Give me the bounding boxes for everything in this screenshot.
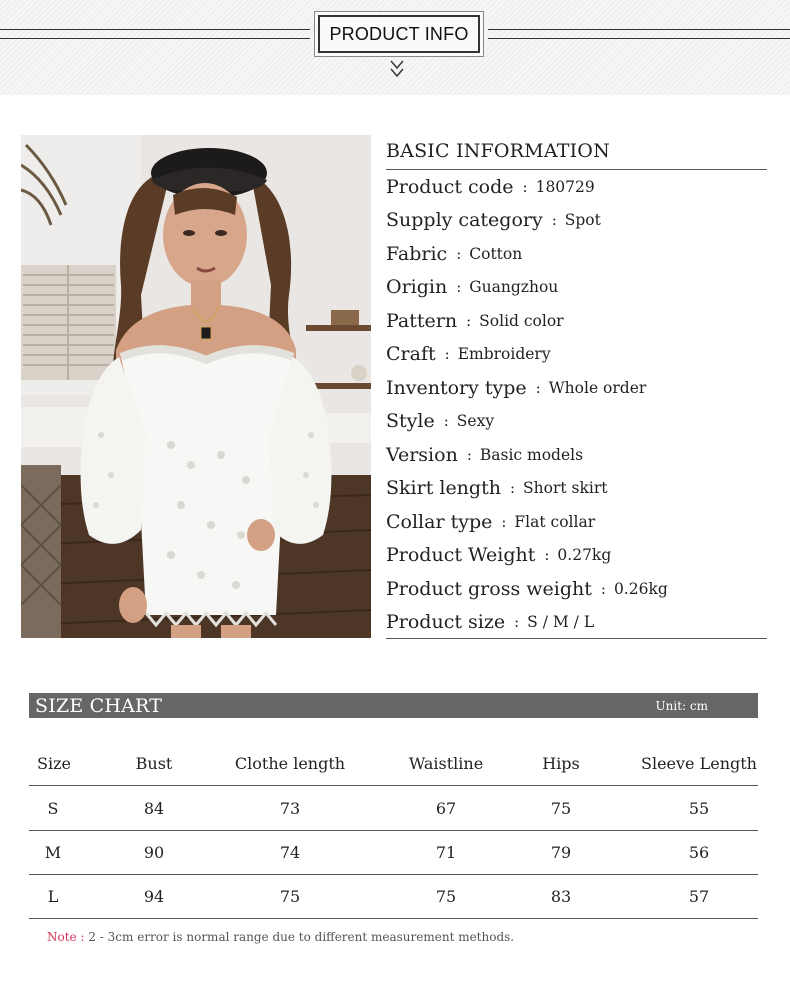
info-key: Product Weight bbox=[386, 544, 536, 567]
info-separator: : bbox=[456, 244, 462, 263]
info-row bbox=[386, 304, 767, 338]
info-value: Guangzhou bbox=[469, 278, 559, 297]
info-separator: : bbox=[514, 612, 520, 631]
info-separator: : bbox=[544, 546, 550, 565]
info-row bbox=[386, 472, 767, 506]
chevron-down-icon bbox=[388, 58, 406, 84]
info-key: Supply category bbox=[386, 209, 543, 232]
header-banner bbox=[0, 0, 790, 95]
info-row bbox=[386, 572, 767, 606]
info-row bbox=[386, 371, 767, 405]
size-chart-header bbox=[29, 693, 758, 718]
basic-info-list bbox=[386, 170, 767, 639]
info-separator: : bbox=[466, 311, 472, 330]
section-title: PRODUCT INFO bbox=[318, 15, 480, 53]
info-value: Embroidery bbox=[457, 345, 551, 364]
size-table-cell: 84 bbox=[143, 798, 165, 818]
size-table-row bbox=[29, 831, 758, 875]
info-separator: : bbox=[600, 579, 606, 598]
size-table-cell: 75 bbox=[279, 887, 301, 906]
info-separator: : bbox=[551, 211, 557, 230]
size-table-column-header: Sleeve Length bbox=[641, 754, 757, 773]
info-key: Pattern bbox=[386, 309, 458, 332]
banner-rule-right-bottom bbox=[488, 38, 790, 39]
basic-info-title: BASIC INFORMATION bbox=[386, 135, 767, 170]
basic-info-panel bbox=[386, 135, 767, 639]
size-table-column-header: Size bbox=[37, 754, 71, 773]
size-table-cell: 71 bbox=[435, 843, 457, 862]
measurement-note bbox=[47, 930, 514, 944]
info-separator: : bbox=[535, 378, 541, 397]
info-row bbox=[386, 204, 767, 238]
size-chart-unit: Unit: cm bbox=[655, 698, 708, 713]
size-table-cell: 56 bbox=[688, 843, 710, 862]
info-row bbox=[386, 405, 767, 439]
info-separator: : bbox=[443, 412, 449, 431]
info-row bbox=[386, 170, 767, 204]
info-value: S / M / L bbox=[527, 612, 595, 631]
size-table-column-header: Clothe length bbox=[234, 754, 346, 773]
info-row bbox=[386, 505, 767, 539]
size-table-column-header: Hips bbox=[542, 754, 580, 773]
info-row bbox=[386, 271, 767, 305]
info-value: 0.27kg bbox=[557, 546, 612, 565]
info-key: Skirt length bbox=[386, 477, 501, 500]
info-row bbox=[386, 237, 767, 271]
info-value: Whole order bbox=[548, 378, 647, 397]
size-chart-table bbox=[29, 742, 758, 919]
product-photo bbox=[21, 135, 371, 638]
size-table-cell: 55 bbox=[688, 798, 710, 818]
size-table-row bbox=[29, 875, 758, 919]
info-row bbox=[386, 606, 767, 640]
size-table-cell: 57 bbox=[688, 887, 710, 906]
banner-rule-left-bottom bbox=[0, 38, 310, 39]
size-table-cell: 83 bbox=[550, 887, 572, 906]
info-row bbox=[386, 338, 767, 372]
info-value: Short skirt bbox=[523, 479, 608, 498]
size-table-column-header: Waistline bbox=[408, 754, 484, 773]
info-key: Collar type bbox=[386, 510, 493, 533]
info-value: 180729 bbox=[535, 177, 595, 196]
info-value: Basic models bbox=[479, 445, 584, 464]
size-table-cell: 94 bbox=[143, 887, 165, 906]
size-table-cell: 75 bbox=[435, 887, 457, 906]
info-key: Product code bbox=[386, 175, 514, 198]
info-value: Spot bbox=[564, 211, 601, 230]
info-key: Style bbox=[386, 410, 435, 433]
info-row bbox=[386, 438, 767, 472]
info-separator: : bbox=[501, 512, 507, 531]
note-label: Note : bbox=[47, 930, 85, 944]
info-separator: : bbox=[444, 345, 450, 364]
info-key: Craft bbox=[386, 343, 436, 366]
size-table-cell: 67 bbox=[435, 798, 457, 818]
size-table-cell: L bbox=[47, 887, 59, 906]
size-table-cell: 75 bbox=[550, 798, 572, 818]
size-table-cell: 79 bbox=[550, 843, 572, 862]
info-value: Flat collar bbox=[514, 512, 596, 531]
info-value: 0.26kg bbox=[613, 579, 668, 598]
info-separator: : bbox=[456, 278, 462, 297]
info-key: Version bbox=[386, 443, 458, 466]
size-chart-title: SIZE CHART bbox=[35, 694, 163, 717]
info-value: Sexy bbox=[456, 412, 495, 431]
size-table-header-row bbox=[29, 742, 758, 786]
size-table-cell: 73 bbox=[279, 798, 301, 818]
info-separator: : bbox=[522, 177, 528, 196]
info-separator: : bbox=[509, 479, 516, 498]
size-table-cell: M bbox=[44, 843, 62, 862]
size-table-cell: 74 bbox=[279, 843, 301, 862]
info-separator: : bbox=[466, 445, 472, 464]
info-value: Solid color bbox=[479, 311, 564, 330]
note-text: 2 - 3cm error is normal range due to different measurement methods. bbox=[88, 930, 515, 944]
info-key: Product size bbox=[386, 610, 506, 633]
size-table-cell: 90 bbox=[143, 843, 165, 862]
info-value: Cotton bbox=[469, 244, 523, 263]
banner-rule-right-top bbox=[488, 29, 790, 30]
size-table-cell: S bbox=[47, 798, 59, 818]
size-table-row bbox=[29, 786, 758, 831]
info-key: Product gross weight bbox=[386, 577, 592, 600]
banner-rule-left-top bbox=[0, 29, 310, 30]
info-key: Origin bbox=[386, 276, 448, 299]
info-key: Fabric bbox=[386, 242, 448, 265]
size-table-column-header: Bust bbox=[135, 754, 173, 773]
info-row bbox=[386, 539, 767, 573]
info-key: Inventory type bbox=[386, 376, 527, 399]
